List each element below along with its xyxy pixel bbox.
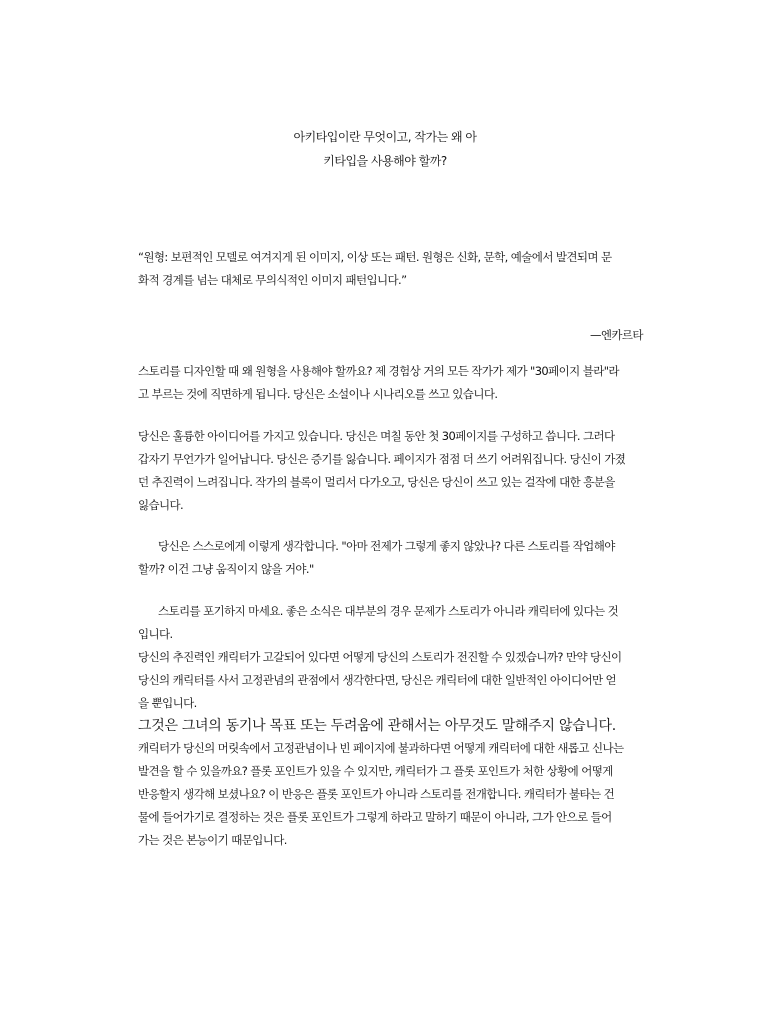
title-line-2: 키타입을 사용해야 할까? xyxy=(323,154,447,168)
quote-line-1: “원형: 보편적인 모델로 여겨지게 된 이미지, 이상 또는 패턴. 원형은 신화, 문학, 예술에서 발견되며 문 xyxy=(138,250,612,264)
emphasized-line: 그것은 그녀의 동기나 목표 또는 두려움에 관해서는 아무것도 말해주지 않습니다. xyxy=(138,718,616,734)
paragraph-2 xyxy=(138,425,668,517)
quote-attribution: —엔카르타 xyxy=(590,328,643,342)
paragraph-line: 당신의 추진력인 캐릭터가 고갈되어 있다면 어떻게 당신의 스토리가 전진할 수 있겠습니까? 만약 당신이 xyxy=(138,650,622,664)
paragraph-line: 물에 들어가기로 결정하는 것은 플롯 포인트가 그렇게 하라고 말하기 때문이 아니라, 그가 안으로 들어 xyxy=(138,810,612,824)
quote-line-2: 화적 경계를 넘는 대체로 무의식적인 이미지 패턴입니다.” xyxy=(138,273,407,287)
paragraph-line: 을 뿐입니다. xyxy=(138,696,197,710)
paragraph-line: 당신의 캐릭터를 사서 고정관념의 관점에서 생각한다면, 당신은 캐릭터에 대한 일반적인 아이디어만 얻 xyxy=(138,673,617,687)
paragraph-line: 가는 것은 본능이기 때문입니다. xyxy=(138,833,287,847)
page-title xyxy=(250,125,520,173)
paragraph-line: 던 추진력이 느려집니다. 작가의 블록이 멀리서 다가오고, 당신은 당신이 쓰고 있는 걸작에 대한 흥분을 xyxy=(138,475,615,489)
paragraph-line: 당신은 훌륭한 아이디어를 가지고 있습니다. 당신은 며칠 동안 첫 30페이지를 구성하고 씁니다. 그러다 xyxy=(138,429,615,443)
paragraph-line: 갑자기 무언가가 일어납니다. 당신은 증기를 잃습니다. 페이지가 점점 더 쓰기 어려워집니다. 당신이 가졌 xyxy=(138,452,626,466)
paragraph-line: 고 부르는 것에 직면하게 됩니다. 당신은 소설이나 시나리오를 쓰고 있습니다. xyxy=(138,387,498,401)
paragraph-line: 잃습니다. xyxy=(138,498,184,512)
paragraph-3 xyxy=(138,535,668,581)
title-line-1: 아키타입이란 무엇이고, 작가는 왜 아 xyxy=(293,130,477,144)
paragraph-line: 발견을 할 수 있을까요? 플롯 포인트가 있을 수 있지만, 캐릭터가 그 플롯 포인트가 처한 상황에 어떻게 xyxy=(138,764,613,778)
paragraph-line: 반응할지 생각해 보셨나요? 이 반응은 플롯 포인트가 아니라 스토리를 전개합니다. 캐릭터가 불타는 건 xyxy=(138,787,615,801)
paragraph-line: 당신은 스스로에게 이렇게 생각합니다. "아마 전제가 그렇게 좋지 않았나? 다른 스토리를 작업해야 xyxy=(158,539,615,553)
paragraph-line: 스토리를 포기하지 마세요. 좋은 소식은 대부분의 경우 문제가 스토리가 아니라 캐릭터에 있다는 것 xyxy=(158,604,619,618)
paragraph-1 xyxy=(138,360,668,406)
paragraph-line: 입니다. xyxy=(138,627,173,641)
paragraph-line: 할까? 이건 그냥 움직이지 않을 거야." xyxy=(138,562,314,576)
paragraph-line: 캐릭터가 당신의 머릿속에서 고정관념이나 빈 페이지에 불과하다면 어떻게 캐릭터에 대한 새롭고 신나는 xyxy=(138,741,624,755)
epigraph-quote xyxy=(138,246,658,292)
paragraph-4 xyxy=(138,600,668,852)
paragraph-line: 스토리를 디자인할 때 왜 원형을 사용해야 할까요? 제 경험상 거의 모든 작가가 제가 "30페이지 블라"라 xyxy=(138,364,619,378)
